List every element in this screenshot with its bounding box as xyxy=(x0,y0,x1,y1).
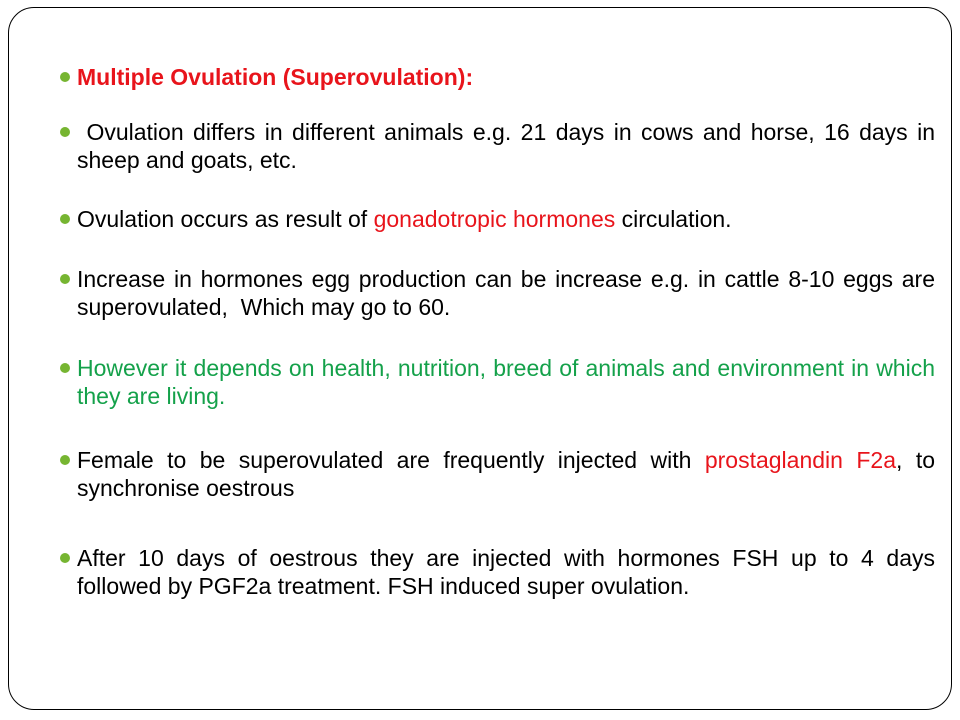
bullet-text: Increase in hormones egg production can be increase e.g. in cattle 8-10 eggs are superovulated, Which may go to 60. xyxy=(77,266,942,320)
bullet-heading xyxy=(77,63,935,91)
bullet-fsh-treatment xyxy=(77,544,935,600)
bullet-text: However it depends on health, nutrition, breed of animals and environment in which they are living. xyxy=(77,355,935,409)
bullet-dot-icon xyxy=(60,274,70,284)
bullet-text-after: circulation. xyxy=(615,206,732,232)
bullet-dot-icon xyxy=(60,214,70,224)
bullet-text: Ovulation differs in different animals e.g. 21 days in cows and horse, 16 days in sheep and goats, etc. xyxy=(77,119,942,173)
bullet-dot-icon xyxy=(60,72,70,82)
bullet-text: After 10 days of oestrous they are injected with hormones FSH up to 4 days followed by PGF2a treatment. FSH induced super ovulation. xyxy=(77,545,935,599)
bullet-text-after: , to synchronise oestrous xyxy=(77,447,942,501)
slide-frame xyxy=(8,7,952,710)
bullet-dot-icon xyxy=(60,455,70,465)
bullet-dot-icon xyxy=(60,363,70,373)
bullet-dot-icon xyxy=(60,553,70,563)
bullet-gonadotropic xyxy=(77,205,935,233)
heading-text: Multiple Ovulation (Superovulation): xyxy=(77,64,474,90)
bullet-health-nutrition xyxy=(77,354,935,410)
bullet-list xyxy=(9,8,951,709)
gonadotropic-highlight: gonadotropic hormones xyxy=(373,206,616,232)
bullet-ovulation-differs xyxy=(77,118,942,174)
bullet-prostaglandin xyxy=(77,446,942,502)
bullet-egg-production xyxy=(77,265,942,321)
bullet-text-before: Female to be superovulated are frequently injected with xyxy=(77,447,705,473)
prostaglandin-highlight: prostaglandin F2a xyxy=(704,447,896,473)
bullet-dot-icon xyxy=(60,127,70,137)
bullet-text-before: Ovulation occurs as result of xyxy=(77,206,374,232)
